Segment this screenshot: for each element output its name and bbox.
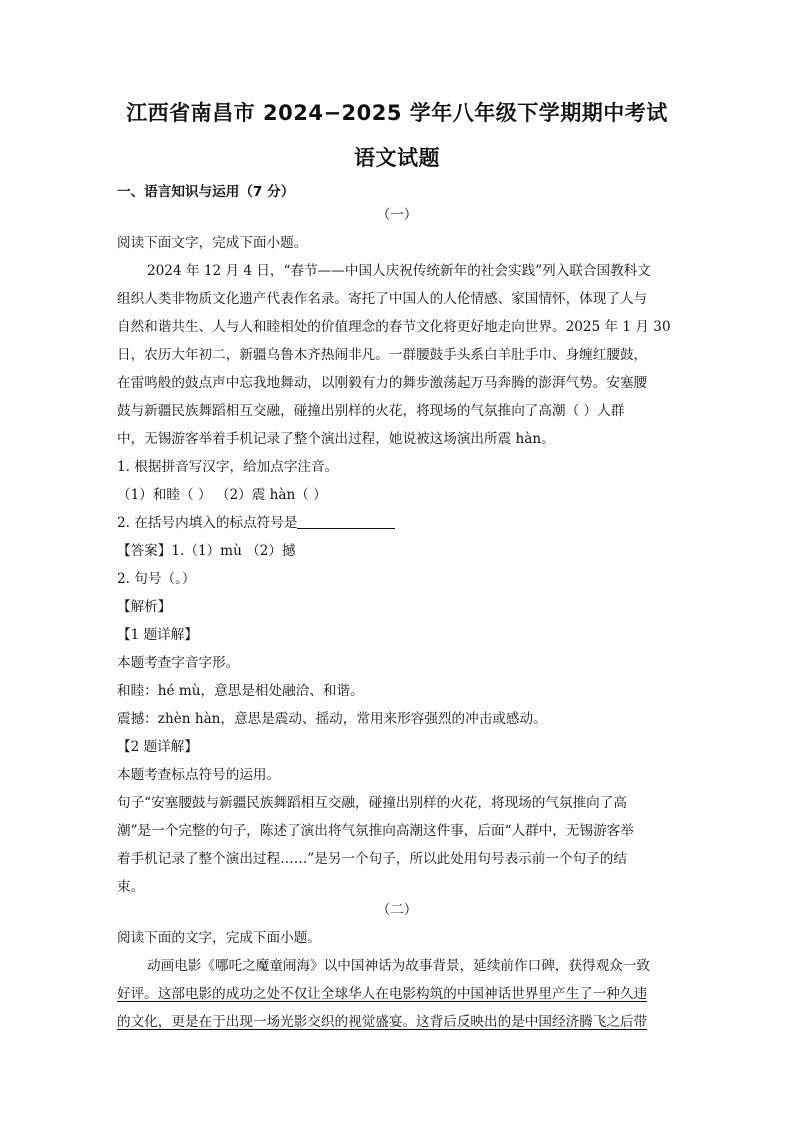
question-1-items: （1）和睦（ ） （2）震 hàn（ ） bbox=[117, 487, 327, 503]
reading-instruction: 阅读下面文字，完成下面小题。 bbox=[117, 235, 308, 251]
passage-line: 好评。这部电影的成功之处不仅让全球华人在电影构筑的中国神话世界里产生了一种久违 bbox=[117, 986, 648, 1002]
question-2-text: 2. 在括号内填入的标点符号是 bbox=[117, 515, 298, 531]
detail-line: 束。 bbox=[117, 879, 145, 895]
doc-subtitle: 语文试题 bbox=[354, 146, 440, 170]
detail-label: 【1 题详解】 bbox=[117, 627, 198, 643]
passage-line: 的文化，更是在于出现一场光影交织的视觉盛宴。这背后反映出的是中国经济腾飞之后带 bbox=[117, 1014, 648, 1030]
passage-line: 2024 年 12 月 4 日，“春节——中国人庆祝传统新年的社会实践”列入联合国教科文 bbox=[147, 263, 651, 279]
detail-line: 潮”是一个完整的句子，陈述了演出将气氛推向高潮这件事，后面“人群中，无锡游客举 bbox=[117, 823, 634, 839]
answer-line: 2. 句号（。） bbox=[117, 571, 196, 587]
analysis-label: 【解析】 bbox=[117, 599, 172, 615]
part-label: （一） bbox=[376, 207, 418, 223]
passage-line: 在雷鸣般的鼓点声中忘我地舞动，以刚毅有力的舞步激荡起万马奔腾的澎湃气势。安塞腰 bbox=[117, 375, 648, 391]
detail-line: 本题考查标点符号的运用。 bbox=[117, 767, 281, 783]
reading-instruction: 阅读下面的文字，完成下面小题。 bbox=[117, 930, 321, 946]
detail-line: 本题考查字音字形。 bbox=[117, 655, 240, 671]
passage-line: 组织人类非物质文化遗产代表作名录。寄托了中国人的人伦情感、家国情怀，体现了人与 bbox=[117, 291, 648, 307]
doc-title: 江西省南昌市 2024−2025 学年八年级下学期期中考试 bbox=[126, 101, 668, 125]
detail-label: 【2 题详解】 bbox=[117, 739, 198, 755]
detail-line: 震撼：zhèn hàn，意思是震动、摇动，常用来形容强烈的冲击或感动。 bbox=[117, 711, 547, 727]
part-label: （二） bbox=[376, 902, 418, 918]
detail-line: 句子“安塞腰鼓与新疆民族舞蹈相互交融，碰撞出别样的火花，将现场的气氛推向了高 bbox=[117, 795, 627, 811]
detail-line: 和睦：hé mù，意思是相处融洽、和谐。 bbox=[117, 683, 364, 699]
question-2 bbox=[117, 509, 677, 537]
section-heading: 一、语言知识与运用（7 分） bbox=[117, 184, 295, 200]
passage-line: 自然和谐共生、人与人和睦相处的价值理念的春节文化将更好地走向世界。2025 年 1 月 30 bbox=[117, 319, 671, 335]
passage-line: 日，农历大年初二，新疆乌鲁木齐热闹非凡。一群腰鼓手头系白羊肚手巾、身缠红腰鼓， bbox=[117, 347, 648, 363]
passage-line: 动画电影《哪吒之魔童闹海》以中国神话为故事背景，延续前作口碑，获得观众一致 bbox=[147, 958, 650, 974]
question-1: 1. 根据拼音写汉字，给加点字注音。 bbox=[117, 459, 339, 475]
passage-line: 中，无锡游客举着手机记录了整个演出过程，她说被这场演出所震 hàn。 bbox=[117, 431, 555, 447]
passage-line: 鼓与新疆民族舞蹈相互交融，碰撞出别样的火花，将现场的气氛推向了高潮（ ）人群 bbox=[117, 403, 625, 419]
answer-blank bbox=[297, 514, 395, 529]
detail-line: 着手机记录了整个演出过程……”是另一个句子，所以此处用句号表示前一个句子的结 bbox=[117, 851, 627, 867]
answer-line: 【答案】1.（1）mù （2）撼 bbox=[117, 543, 296, 559]
